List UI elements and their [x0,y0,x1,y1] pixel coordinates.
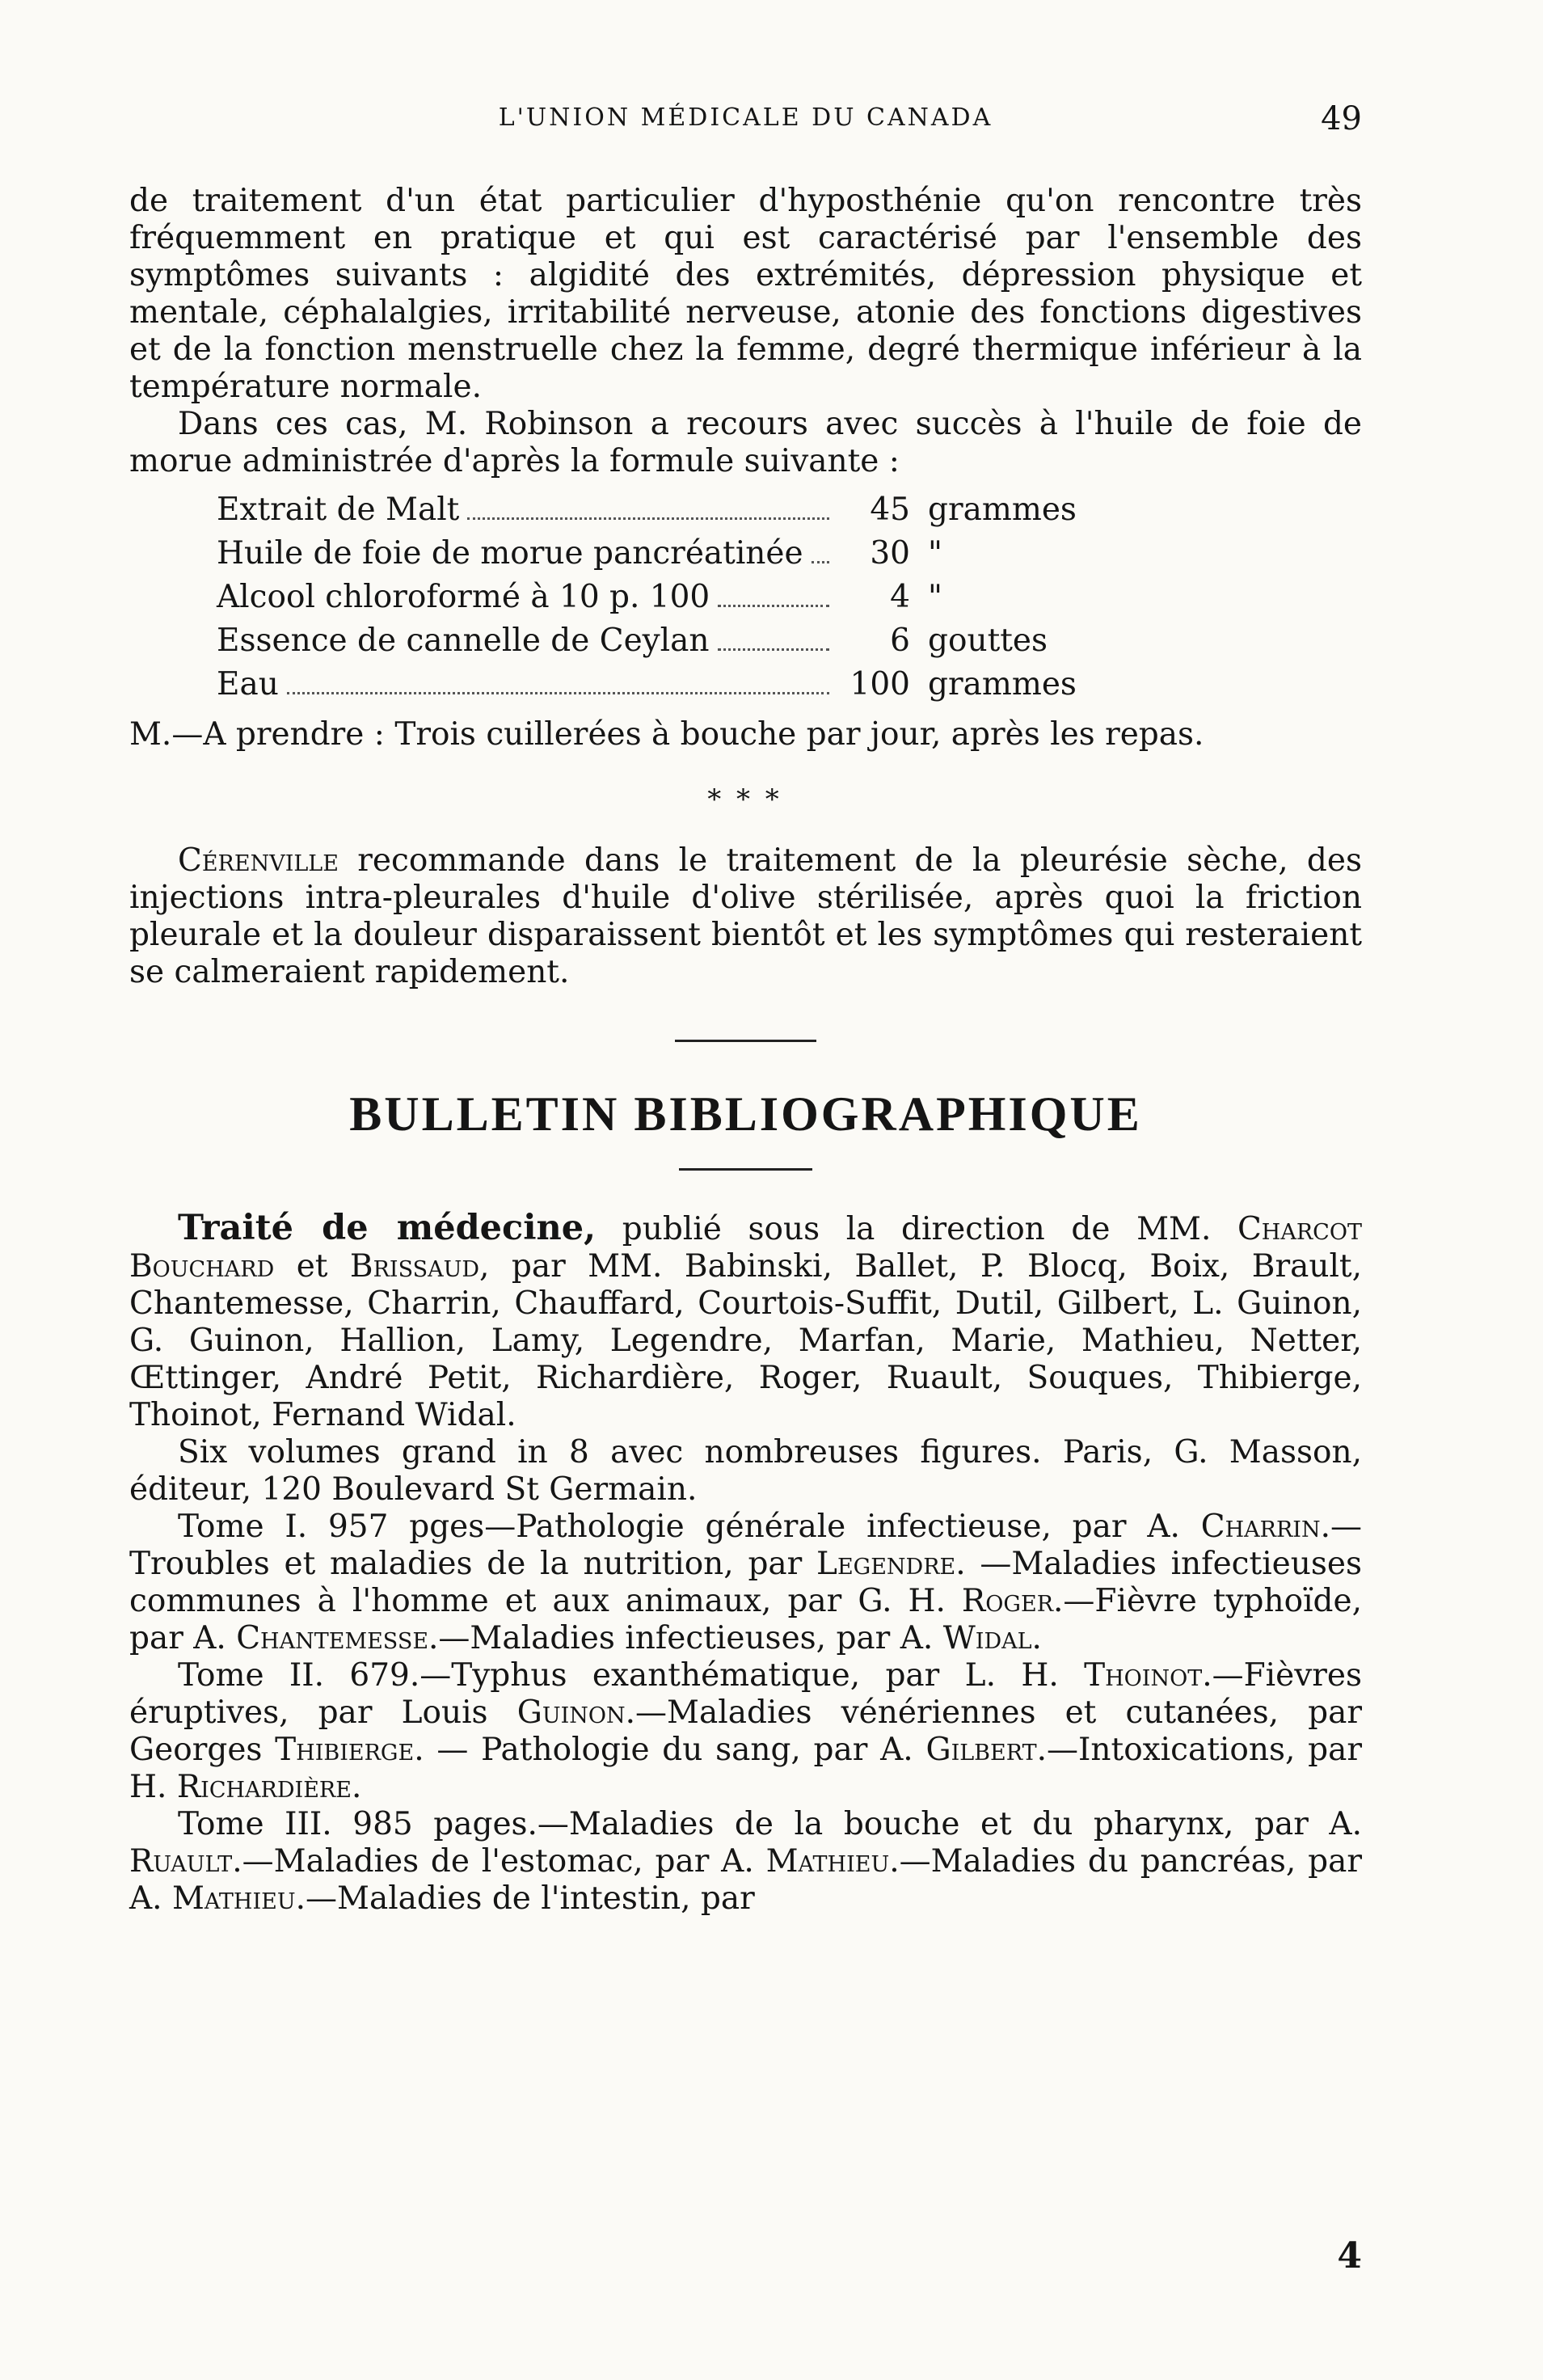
text-run: .—Fièvres éruptives, par Louis [129,1657,1362,1731]
prescription-formula [217,492,1130,710]
paragraph-volumes: Six volumes grand in 8 avec nombreuses figures. Paris, G. Masson, éditeur, 120 Boulevard St Germain. [129,1434,1362,1508]
author-name: Ruault [129,1843,233,1880]
text-run: .—Maladies infectieuses, par A. [428,1620,943,1656]
author-name: Charcot [1237,1211,1362,1247]
ingredient-unit: grammes [928,492,1077,528]
section-title: BULLETIN BIBLIOGRAPHIQUE [349,1087,1142,1141]
formula-row [217,492,1130,535]
author-name: Guinon [516,1694,626,1731]
text-run: Tome III. 985 pages.—Maladies de la bouche et du pharynx, par A. [178,1806,1362,1842]
paragraph-tome-2 [129,1657,1362,1806]
author-name: Mathieu [171,1880,296,1917]
text-run: . [1031,1620,1042,1656]
author-name: Cérenville [178,842,339,879]
author-name: Brissaud [349,1248,479,1285]
ingredient-name: Alcool chloroformé à 10 p. 100 [217,579,710,615]
ingredient-quantity: 6 [890,622,910,659]
paragraph-tome-1 [129,1509,1362,1657]
author-name: Thoinot [1084,1657,1203,1694]
author-name: Gilbert [925,1732,1037,1768]
paragraph-traite [129,1209,1362,1434]
leader-dots [718,605,829,607]
author-name: Thibierge [275,1732,415,1768]
text-run: . — Pathologie du sang, par A. [414,1732,926,1768]
author-name: Widal [942,1620,1032,1656]
ingredient-unit: grammes [928,666,1077,703]
leader-dots [287,692,829,694]
text-run: .—Troubles et maladies de la nutrition, par [129,1509,1362,1582]
running-title: L'UNION MÉDICALE DU CANADA [498,103,993,132]
signature-mark: 4 [1337,2235,1362,2277]
text-run: . [351,1769,362,1805]
formula-row [217,666,1130,710]
ingredient-name: Essence de cannelle de Ceylan [217,622,710,659]
ingredient-quantity: 100 [849,666,910,703]
author-name: Chantemesse [236,1620,429,1656]
ingredient-quantity: 45 [870,492,910,528]
body-text [129,183,1362,1918]
section-divider [675,1040,816,1042]
author-name: Legendre [816,1546,956,1582]
text-run: .—Maladies du pancréas, par A. [129,1843,1362,1917]
ingredient-unit: " [928,535,942,572]
paragraph-hyposthenie: de traitement d'un état particulier d'hyposthénie qu'on rencontre très fréquemment en pratique et qui est caractérisé par l'ensemble des symptômes suivants : algidité des extrémités, dépression physique et mentale, céphalalgies, irritabilité nerveuse, atonie des fonctions digestives et de la fonction menstruelle chez la femme, degré thermique inférieur à la température normale. [129,183,1362,405]
text-run: .—Maladies de l'intestin, par [295,1880,755,1917]
leader-dots [718,648,829,651]
ingredient-name: Huile de foie de morue pancréatinée [217,535,803,572]
paragraph-dosage: M.—A prendre : Trois cuillerées à bouche par jour, après les repas. [129,716,1204,753]
text-run: Tome II. 679.—Typhus exanthématique, par L. H. [178,1657,1085,1694]
formula-row [217,622,1130,666]
paragraph-robinson: Dans ces cas, M. Robinson a recours avec succès à l'huile de foie de morue administrée d'après la formule suivante : [129,406,1362,479]
formula-row [217,535,1130,579]
page-number: 49 [1321,100,1362,137]
text-run: .—Intoxications, par H. [129,1732,1362,1805]
author-name: Bouchard [129,1248,275,1285]
section-divider [679,1168,812,1171]
text-run: Tome I. 957 pges—Pathologie générale infectieuse, par A. [178,1509,1201,1545]
text-run: . —Maladies infectieuses communes à l'homme et aux animaux, par G. H. [129,1546,1362,1619]
formula-row [217,579,1130,622]
ingredient-quantity: 30 [870,535,910,572]
ingredient-name: Extrait de Malt [217,492,460,528]
author-name: Richardière [176,1769,352,1805]
author-name: Roger [961,1583,1054,1619]
ingredient-unit: " [928,579,942,615]
text-run: , par MM. Babinski, Ballet, P. Blocq, Boix, Brault, Chantemesse, Charrin, Chauffard, Courtois-Suffit, Dutil, Gilbert, L. Guinon, G. Guinon, Hallion, Lamy, Legendre, Marfan, Marie, Mathieu, Netter, Œttinger, André Petit, Richardière, Roger, Ruault, Souques, Thibierge, Thoinot, Fernand Widal. [129,1248,1362,1433]
leader-dots [467,517,829,520]
text-run: .—Fièvre typhoïde, par A. [129,1583,1362,1656]
text-run: publié sous la direction de MM. [596,1211,1237,1247]
running-head [129,100,1362,152]
text-run: .—Maladies vénériennes et cutanées, par Georges [129,1694,1362,1768]
leader-dots [812,561,829,563]
text-run: et [274,1248,350,1285]
ingredient-unit: gouttes [928,622,1048,659]
paragraph-tome-3 [129,1806,1362,1918]
ingredient-name: Eau [217,666,279,703]
author-name: Mathieu [765,1843,890,1880]
paragraph-text: recommande dans le traitement de la pleurésie sèche, des injections intra-pleurales d'huile d'olive stérilisée, après quoi la friction pleurale et la douleur disparaissent bientôt et les symptômes qui resteraient se calmeraient rapidement. [129,842,1362,990]
author-name: Charrin [1200,1509,1321,1545]
ingredient-quantity: 4 [890,579,910,615]
text-run: .—Maladies de l'estomac, par A. [232,1843,766,1880]
book-title: Traité de médecine, [178,1208,597,1248]
paragraph-cerenville [129,842,1362,991]
asterism-separator: * * * [707,783,784,816]
